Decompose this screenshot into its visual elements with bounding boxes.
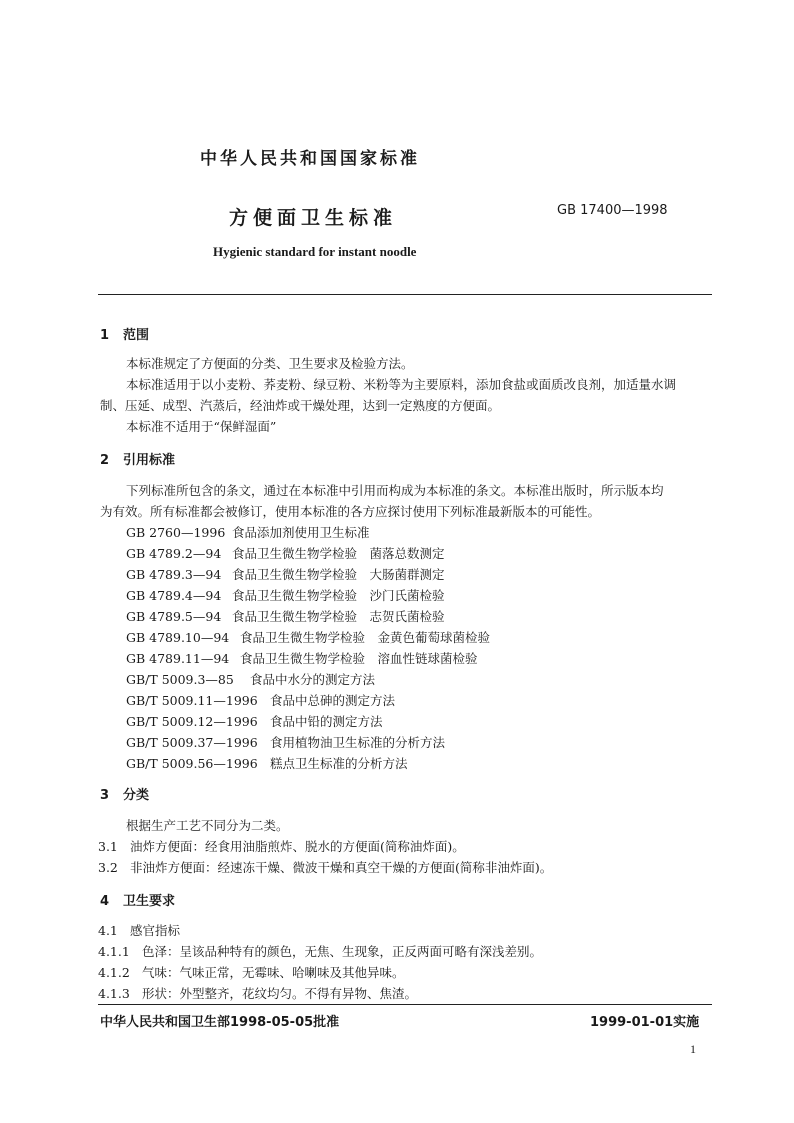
section-title: 范围: [123, 328, 150, 343]
clause: [98, 857, 552, 878]
clause: [98, 920, 180, 941]
reference-item: [126, 711, 490, 732]
clause-text: 形状：外型整齐，花纹均匀。不得有异物、焦渣。: [142, 986, 418, 1001]
reference-name: 食品卫生微生物学检验 金黄色葡萄球菌检验: [240, 630, 491, 645]
reference-list: [126, 522, 490, 774]
section-number: 2: [100, 453, 110, 468]
clause: [98, 941, 542, 962]
reference-code: GB/T 5009.56—1996: [126, 756, 258, 771]
paragraph: 根据生产工艺不同分为二类。: [126, 818, 289, 833]
reference-item: [126, 690, 490, 711]
clause-number: 4.1.1: [98, 944, 130, 959]
reference-item: [126, 522, 490, 543]
section-title: 卫生要求: [123, 894, 176, 909]
section-title: 分类: [123, 788, 150, 803]
standard-code: GB 17400—1998: [557, 203, 668, 218]
section-2-heading: [100, 449, 175, 468]
reference-code: GB/T 5009.37—1996: [126, 735, 258, 750]
clause: [98, 983, 417, 1004]
section-number: 4: [100, 894, 110, 909]
reference-item: [126, 627, 490, 648]
reference-name: 食品添加剂使用卫生标准: [232, 525, 370, 540]
reference-code: GB 4789.10—94: [126, 630, 230, 645]
english-title: Hygienic standard for instant noodle: [213, 244, 417, 259]
section-1-heading: [100, 324, 149, 343]
reference-code: GB/T 5009.12—1996: [126, 714, 258, 729]
paragraph: 为有效。所有标准都会被修订，使用本标准的各方应探讨使用下列标准最新版本的可能性。: [100, 504, 601, 519]
clause-number: 3.2: [98, 860, 118, 875]
paragraph: 本标准适用于以小麦粉、荞麦粉、绿豆粉、米粉等为主要原料，添加食盐或面质改良剂，加适量水调: [126, 377, 677, 392]
reference-name: 食品卫生微生物学检验 溶血性链球菌检验: [240, 651, 478, 666]
reference-name: 食品卫生微生物学检验 菌落总数测定: [232, 546, 445, 561]
clause-text: 油炸方便面：经食用油脂煎炸、脱水的方便面(简称油炸面)。: [130, 839, 465, 854]
paragraph: 下列标准所包含的条文，通过在本标准中引用而构成为本标准的条文。本标准出版时，所示版本均: [126, 483, 664, 498]
clause-text: 色泽：呈该品种特有的颜色，无焦、生现象，正反两面可略有深浅差别。: [142, 944, 543, 959]
approval-line: 中华人民共和国卫生部1998-05-05批准: [100, 1015, 340, 1030]
header-divider: [98, 294, 712, 295]
reference-item: [126, 606, 490, 627]
clause: [98, 962, 405, 983]
reference-name: 食品中铅的测定方法: [270, 714, 383, 729]
implementation-date: 1999-01-01实施: [590, 1015, 700, 1030]
clause-text: 感官指标: [130, 923, 181, 938]
reference-name: 食品中总砷的测定方法: [270, 693, 396, 708]
clause-text: 气味：气味正常，无霉味、哈喇味及其他异味。: [142, 965, 405, 980]
reference-name: 食品中水分的测定方法: [250, 672, 376, 687]
reference-item: [126, 585, 490, 606]
reference-name: 食品卫生微生物学检验 大肠菌群测定: [232, 567, 445, 582]
reference-code: GB 4789.3—94: [126, 567, 222, 582]
paragraph: 本标准不适用于“保鲜湿面”: [126, 419, 277, 434]
reference-name: 糕点卫生标准的分析方法: [270, 756, 408, 771]
paragraph: 本标准规定了方便面的分类、卫生要求及检验方法。: [126, 356, 414, 371]
section-number: 3: [100, 788, 110, 803]
page-title: 方便面卫生标准: [229, 207, 398, 229]
reference-name: 食用植物油卫生标准的分析方法: [270, 735, 446, 750]
reference-code: GB 4789.11—94: [126, 651, 230, 666]
reference-item: [126, 564, 490, 585]
section-4-heading: [100, 890, 175, 909]
reference-item: [126, 648, 490, 669]
section-3-heading: [100, 784, 149, 803]
clause: [98, 836, 465, 857]
reference-item: [126, 753, 490, 774]
clause-number: 4.1.3: [98, 986, 130, 1001]
national-standard-heading: 中华人民共和国国家标准: [200, 149, 420, 169]
page-number: 1: [690, 1042, 696, 1056]
reference-name: 食品卫生微生物学检验 志贺氏菌检验: [232, 609, 445, 624]
clause-number: 4.1.2: [98, 965, 130, 980]
reference-code: GB 4789.2—94: [126, 546, 222, 561]
section-number: 1: [100, 328, 110, 343]
reference-item: [126, 543, 490, 564]
reference-item: [126, 669, 490, 690]
clause-number: 4.1: [98, 923, 118, 938]
reference-code: GB/T 5009.11—1996: [126, 693, 258, 708]
clause-text: 非油炸方便面：经速冻干燥、微波干燥和真空干燥的方便面(简称非油炸面)。: [130, 860, 553, 875]
reference-name: 食品卫生微生物学检验 沙门氏菌检验: [232, 588, 445, 603]
section-title: 引用标准: [123, 453, 176, 468]
reference-code: GB 4789.4—94: [126, 588, 222, 603]
reference-code: GB 4789.5—94: [126, 609, 222, 624]
reference-item: [126, 732, 490, 753]
clause-number: 3.1: [98, 839, 118, 854]
reference-code: GB 2760—1996: [126, 525, 226, 540]
footer-divider: [98, 1004, 712, 1005]
reference-code: GB/T 5009.3—85: [126, 672, 234, 687]
paragraph: 制、压延、成型、汽蒸后，经油炸或干燥处理，达到一定熟度的方便面。: [100, 398, 501, 413]
